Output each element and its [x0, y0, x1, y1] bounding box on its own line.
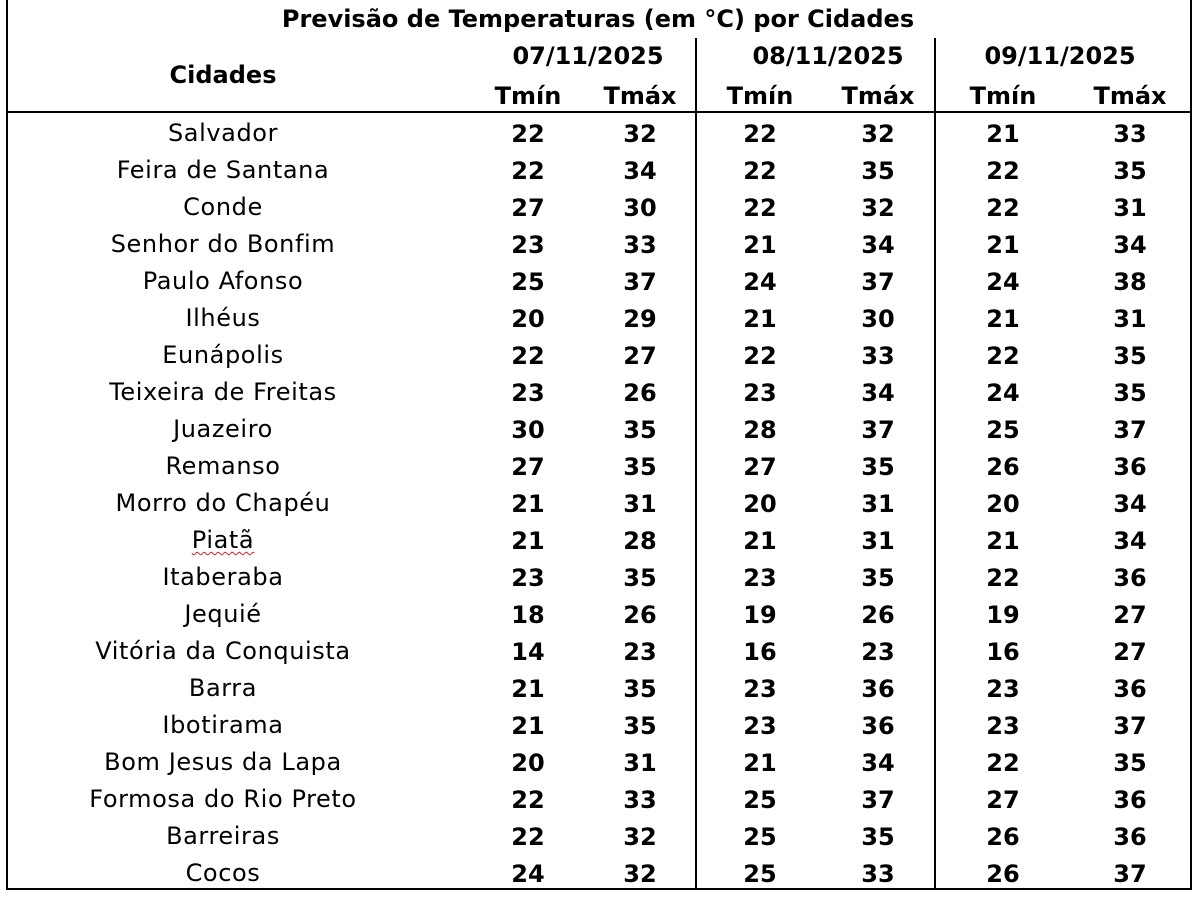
- city-name: [8, 263, 438, 299]
- tmin-value: 23: [743, 379, 777, 407]
- tmin-value: 26: [986, 860, 1020, 888]
- tmax-value: 35: [861, 823, 895, 851]
- tmin-value: 25: [743, 786, 777, 814]
- tmax-value: 35: [623, 453, 657, 481]
- city-name-text: Senhor do Bonfim: [110, 230, 336, 258]
- date-header-3: 09/11/2025: [984, 42, 1136, 70]
- tmin-value: 14: [511, 638, 545, 666]
- tmin-value: 20: [511, 749, 545, 777]
- tmin-value: 28: [743, 416, 777, 444]
- tmin-value: 22: [511, 786, 545, 814]
- tmax-value: 34: [861, 379, 895, 407]
- city-name-text: Piatã: [191, 526, 255, 554]
- tmin-value: 24: [986, 379, 1020, 407]
- tmin-value: 21: [511, 527, 545, 555]
- city-name: [8, 411, 438, 447]
- table-row: [8, 115, 1190, 152]
- tmin-value: 22: [986, 749, 1020, 777]
- tmin-value: 21: [511, 712, 545, 740]
- tmin-value: 26: [986, 823, 1020, 851]
- tmax-value: 35: [1113, 749, 1147, 777]
- tmax-value: 35: [623, 564, 657, 592]
- city-name-text: Cocos: [185, 859, 261, 887]
- tmax-value: 36: [1113, 564, 1147, 592]
- tmin-value: 22: [511, 342, 545, 370]
- table-row: [8, 300, 1190, 337]
- tmin-value: 19: [743, 601, 777, 629]
- city-name-text: Remanso: [165, 452, 281, 480]
- tmin-value: 21: [986, 120, 1020, 148]
- tmin-value: 16: [743, 638, 777, 666]
- table-row: [8, 596, 1190, 633]
- tmin-value: 22: [743, 194, 777, 222]
- tmax-value: 32: [861, 194, 895, 222]
- tmax-value: 35: [861, 453, 895, 481]
- city-name: [8, 670, 438, 706]
- tmax-value: 35: [1113, 342, 1147, 370]
- tmax-header-day1: Tmáx: [603, 82, 677, 110]
- tmax-value: 27: [623, 342, 657, 370]
- tmax-value: 27: [1113, 601, 1147, 629]
- tmin-value: 23: [743, 712, 777, 740]
- city-name-text: Paulo Afonso: [142, 267, 304, 295]
- tmin-value: 23: [986, 712, 1020, 740]
- city-name: [8, 744, 438, 780]
- tmax-value: 36: [861, 712, 895, 740]
- tmax-value: 33: [623, 786, 657, 814]
- tmin-header-day2: Tmín: [726, 82, 794, 110]
- tmin-header-day3: Tmín: [969, 82, 1037, 110]
- city-name-text: Barreiras: [166, 822, 280, 850]
- tmax-value: 26: [623, 379, 657, 407]
- table-row: [8, 818, 1190, 855]
- city-name: [8, 596, 438, 632]
- city-name: [8, 448, 438, 484]
- tmin-value: 22: [986, 564, 1020, 592]
- tmin-value: 24: [986, 268, 1020, 296]
- table-row: [8, 263, 1190, 300]
- city-name-text: Bom Jesus da Lapa: [104, 748, 342, 776]
- tmin-value: 22: [986, 342, 1020, 370]
- city-name-text: Eunápolis: [162, 341, 284, 369]
- city-name: [8, 559, 438, 595]
- tmin-value: 18: [511, 601, 545, 629]
- tmax-value: 34: [623, 157, 657, 185]
- tmax-value: 38: [1113, 268, 1147, 296]
- city-name-text: Juazeiro: [173, 415, 273, 443]
- tmin-value: 27: [511, 194, 545, 222]
- tmax-value: 35: [623, 712, 657, 740]
- city-name-text: Conde: [183, 193, 263, 221]
- tmax-value: 26: [861, 601, 895, 629]
- tmin-value: 27: [511, 453, 545, 481]
- tmax-value: 35: [623, 416, 657, 444]
- table-row: [8, 448, 1190, 485]
- tmin-value: 25: [743, 860, 777, 888]
- tmax-value: 34: [861, 231, 895, 259]
- tmin-value: 21: [986, 231, 1020, 259]
- tmax-value: 28: [623, 527, 657, 555]
- tmax-value: 32: [623, 120, 657, 148]
- cities-column-header: Cidades: [169, 61, 277, 89]
- city-name-text: Vitória da Conquista: [95, 637, 351, 665]
- tmax-value: 27: [1113, 638, 1147, 666]
- tmin-value: 21: [986, 305, 1020, 333]
- tmax-value: 36: [1113, 786, 1147, 814]
- city-name-text: Salvador: [167, 119, 279, 147]
- city-name: [8, 855, 438, 891]
- tmax-value: 37: [861, 268, 895, 296]
- tmin-value: 22: [986, 157, 1020, 185]
- tmin-value: 20: [511, 305, 545, 333]
- city-name: [8, 189, 438, 225]
- city-name-text: Formosa do Rio Preto: [89, 785, 357, 813]
- tmax-value: 37: [861, 786, 895, 814]
- tmin-value: 21: [511, 675, 545, 703]
- tmin-value: 16: [986, 638, 1020, 666]
- tmax-value: 31: [623, 490, 657, 518]
- city-name: [8, 522, 438, 558]
- table-row: [8, 337, 1190, 374]
- table-row: [8, 522, 1190, 559]
- table-row: [8, 485, 1190, 522]
- tmax-value: 35: [861, 564, 895, 592]
- tmax-value: 33: [623, 231, 657, 259]
- header-divider: [8, 111, 1190, 113]
- tmax-value: 31: [861, 527, 895, 555]
- tmin-value: 21: [511, 490, 545, 518]
- tmax-value: 31: [861, 490, 895, 518]
- tmax-value: 37: [623, 268, 657, 296]
- tmin-value: 25: [986, 416, 1020, 444]
- tmax-value: 36: [1113, 823, 1147, 851]
- city-name-text: Barra: [188, 674, 258, 702]
- city-name: [8, 818, 438, 854]
- tmax-value: 37: [861, 416, 895, 444]
- tmax-value: 26: [623, 601, 657, 629]
- tmax-value: 30: [861, 305, 895, 333]
- city-name: [8, 115, 438, 151]
- city-name: [8, 226, 438, 262]
- tmax-value: 31: [623, 749, 657, 777]
- city-name-text: Teixeira de Freitas: [109, 378, 337, 406]
- table-row: [8, 744, 1190, 781]
- tmin-value: 30: [511, 416, 545, 444]
- tmin-value: 22: [743, 342, 777, 370]
- tmax-value: 36: [1113, 453, 1147, 481]
- city-name: [8, 707, 438, 743]
- tmin-value: 25: [511, 268, 545, 296]
- tmax-value: 34: [1113, 231, 1147, 259]
- tmin-value: 22: [743, 120, 777, 148]
- table-row: [8, 226, 1190, 263]
- tmax-value: 34: [861, 749, 895, 777]
- city-name-text: Ilhéus: [185, 304, 261, 332]
- tmax-value: 36: [1113, 675, 1147, 703]
- tmin-value: 22: [511, 120, 545, 148]
- tmin-value: 22: [511, 157, 545, 185]
- city-name: [8, 152, 438, 188]
- tmin-value: 26: [986, 453, 1020, 481]
- tmax-value: 31: [1113, 305, 1147, 333]
- tmin-value: 27: [743, 453, 777, 481]
- table-row: [8, 374, 1190, 411]
- date-header-2: 08/11/2025: [752, 42, 904, 70]
- table-row: [8, 707, 1190, 744]
- table-row: [8, 559, 1190, 596]
- tmin-value: 21: [986, 527, 1020, 555]
- city-name: [8, 633, 438, 669]
- tmax-header-day2: Tmáx: [841, 82, 915, 110]
- table-row: [8, 152, 1190, 189]
- city-name-text: Ibotirama: [162, 711, 284, 739]
- tmax-value: 32: [623, 823, 657, 851]
- tmin-value: 25: [743, 823, 777, 851]
- tmin-value: 23: [986, 675, 1020, 703]
- tmax-value: 32: [623, 860, 657, 888]
- table-row: [8, 670, 1190, 707]
- table-row: [8, 781, 1190, 818]
- tmin-value: 21: [743, 749, 777, 777]
- table-row: [8, 189, 1190, 226]
- forecast-table: [6, 0, 1192, 890]
- tmax-value: 37: [1113, 712, 1147, 740]
- city-name: [8, 485, 438, 521]
- city-name-text: Itaberaba: [162, 563, 284, 591]
- tmin-value: 21: [743, 527, 777, 555]
- table-row: [8, 411, 1190, 448]
- tmin-value: 21: [743, 305, 777, 333]
- city-name-text: Morro do Chapéu: [115, 489, 331, 517]
- city-name-text: Feira de Santana: [116, 156, 330, 184]
- tmax-value: 33: [861, 860, 895, 888]
- tmax-value: 33: [861, 342, 895, 370]
- tmax-value: 35: [861, 157, 895, 185]
- tmin-value: 20: [743, 490, 777, 518]
- tmax-value: 23: [623, 638, 657, 666]
- tmin-value: 27: [986, 786, 1020, 814]
- city-name: [8, 374, 438, 410]
- table-row: [8, 633, 1190, 670]
- tmax-value: 35: [1113, 379, 1147, 407]
- tmin-value: 22: [511, 823, 545, 851]
- tmin-value: 23: [511, 564, 545, 592]
- city-name-text: Jequié: [184, 600, 262, 628]
- tmin-value: 22: [743, 157, 777, 185]
- tmax-value: 37: [1113, 416, 1147, 444]
- tmax-value: 29: [623, 305, 657, 333]
- table-row: [8, 855, 1190, 892]
- tmax-value: 34: [1113, 527, 1147, 555]
- tmax-value: 23: [861, 638, 895, 666]
- tmax-value: 35: [1113, 157, 1147, 185]
- city-name: [8, 300, 438, 336]
- tmin-header-day1: Tmín: [494, 82, 562, 110]
- tmin-value: 24: [511, 860, 545, 888]
- tmax-value: 34: [1113, 490, 1147, 518]
- tmin-value: 23: [511, 379, 545, 407]
- tmin-value: 24: [743, 268, 777, 296]
- tmax-value: 35: [623, 675, 657, 703]
- tmin-value: 23: [743, 675, 777, 703]
- city-name: [8, 781, 438, 817]
- city-name: [8, 337, 438, 373]
- tmax-value: 37: [1113, 860, 1147, 888]
- tmin-value: 23: [743, 564, 777, 592]
- tmin-value: 21: [743, 231, 777, 259]
- tmax-value: 33: [1113, 120, 1147, 148]
- table-body: [8, 115, 1190, 892]
- tmin-value: 19: [986, 601, 1020, 629]
- tmax-value: 30: [623, 194, 657, 222]
- tmax-value: 32: [861, 120, 895, 148]
- tmax-value: 31: [1113, 194, 1147, 222]
- tmax-header-day3: Tmáx: [1093, 82, 1167, 110]
- table-title: Previsão de Temperaturas (em °C) por Cidades: [281, 5, 915, 33]
- date-header-1: 07/11/2025: [512, 42, 664, 70]
- tmin-value: 20: [986, 490, 1020, 518]
- tmax-value: 36: [861, 675, 895, 703]
- tmin-value: 23: [511, 231, 545, 259]
- tmin-value: 22: [986, 194, 1020, 222]
